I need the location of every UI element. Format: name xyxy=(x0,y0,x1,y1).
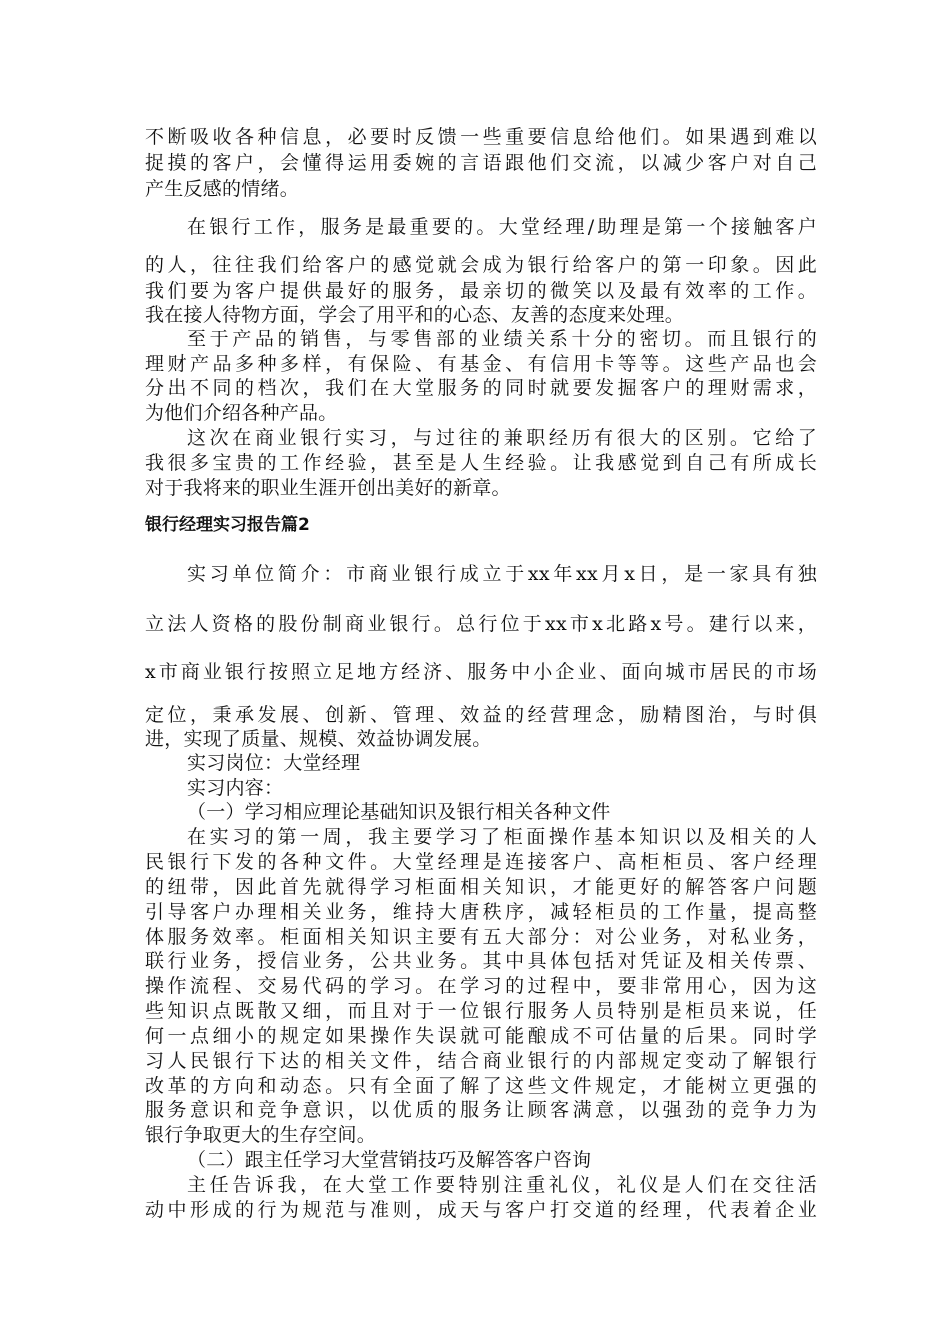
subsection-heading: （二）跟主任学习大堂营销技巧及解答客户咨询 xyxy=(187,1149,592,1171)
text-line: 操作流程、交易代码的学习。在学习的过程中，要非常用心，因为这 xyxy=(145,975,817,997)
text-line: 改革的方向和动态。只有全面了解了这些文件规定，才能树立更强的 xyxy=(145,1075,817,1097)
text-line: 在实习的第一周，我主要学习了柜面操作基本知识以及相关的人 xyxy=(187,826,817,848)
text-line: 主任告诉我，在大堂工作要特别注重礼仪，礼仪是人们在交往活 xyxy=(187,1174,817,1196)
text-line: 至于产品的销售，与零售部的业绩关系十分的密切。而且银行的 xyxy=(187,328,817,350)
text-line: 银行争取更大的生存空间。 xyxy=(145,1124,377,1146)
text-line: 体服务效率。柜面相关知识主要有五大部分：对公业务，对私业务， xyxy=(145,926,817,948)
text-line: 民银行下发的各种文件。大堂经理是连接客户、高柜柜员、客户经理 xyxy=(145,851,817,873)
text-line: 对于我将来的职业生涯开创出美好的新章。 xyxy=(145,477,511,499)
text-line: 我们要为客户提供最好的服务，最亲切的微笑以及最有效率的工作。 xyxy=(145,280,817,302)
internship-post: 实习岗位：大堂经理 xyxy=(187,752,361,774)
text-line: 为他们介绍各种产品。 xyxy=(145,402,338,424)
text-line: 分出不同的档次，我们在大堂服务的同时就要发掘客户的理财需求， xyxy=(145,377,817,399)
section-heading: 银行经理实习报告篇2 xyxy=(145,515,310,535)
text-line: 我在接人待物方面，学会了用平和的心态、友善的态度来处理。 xyxy=(145,304,685,326)
text-line: 的人，往往我们给客户的感觉就会成为银行给客户的第一印象。因此 xyxy=(145,254,817,276)
text-line: 联行业务，授信业务，公共业务。其中具体包括对凭证及相关传票、 xyxy=(145,950,817,972)
text-line: 进，实现了质量、规模、效益协调发展。 xyxy=(145,728,492,750)
text-line: 动中形成的行为规范与准则，成天与客户打交道的经理，代表着企业 xyxy=(145,1199,817,1221)
text-line: 实习单位简介：市商业银行成立于xx年xx月x日，是一家具有独 xyxy=(187,563,817,585)
text-line: x市商业银行按照立足地方经济、服务中小企业、面向城市居民的市场 xyxy=(145,661,817,683)
text-line: 立法人资格的股份制商业银行。总行位于xx市x北路x号。建行以来， xyxy=(145,613,817,635)
text-line: 的纽带，因此首先就得学习柜面相关知识，才能更好的解答客户问题 xyxy=(145,876,817,898)
text-line: 服务意识和竞争意识，以优质的服务让顾客满意，以强劲的竞争力为 xyxy=(145,1099,817,1121)
text-line: 引导客户办理相关业务，维持大唐秩序，减轻柜员的工作量，提高整 xyxy=(145,901,817,923)
internship-content-label: 实习内容： xyxy=(187,777,284,799)
text-line: 这次在商业银行实习，与过往的兼职经历有很大的区别。它给了 xyxy=(187,427,817,449)
text-line: 何一点细小的规定如果操作失误就可能酿成不可估量的后果。同时学 xyxy=(145,1025,817,1047)
text-line: 在银行工作，服务是最重要的。大堂经理/助理是第一个接触客户 xyxy=(187,216,817,238)
text-line: 捉摸的客户，会懂得运用委婉的言语跟他们交流，以减少客户对自己 xyxy=(145,152,817,174)
text-line: 不断吸收各种信息，必要时反馈一些重要信息给他们。如果遇到难以 xyxy=(145,126,817,148)
text-line: 些知识点既散又细，而且对于一位银行服务人员特别是柜员来说，任 xyxy=(145,1000,817,1022)
text-line: 理财产品多种多样，有保险、有基金、有信用卡等等。这些产品也会 xyxy=(145,353,817,375)
text-line: 我很多宝贵的工作经验，甚至是人生经验。让我感觉到自己有所成长 xyxy=(145,452,817,474)
text-line: 产生反感的情绪。 xyxy=(145,178,300,200)
text-line: 习人民银行下达的相关文件，结合商业银行的内部规定变动了解银行 xyxy=(145,1050,817,1072)
text-line: 定位，秉承发展、创新、管理、效益的经营理念，励精图治，与时俱 xyxy=(145,704,817,726)
subsection-heading: （一）学习相应理论基础知识及银行相关各种文件 xyxy=(187,801,611,823)
